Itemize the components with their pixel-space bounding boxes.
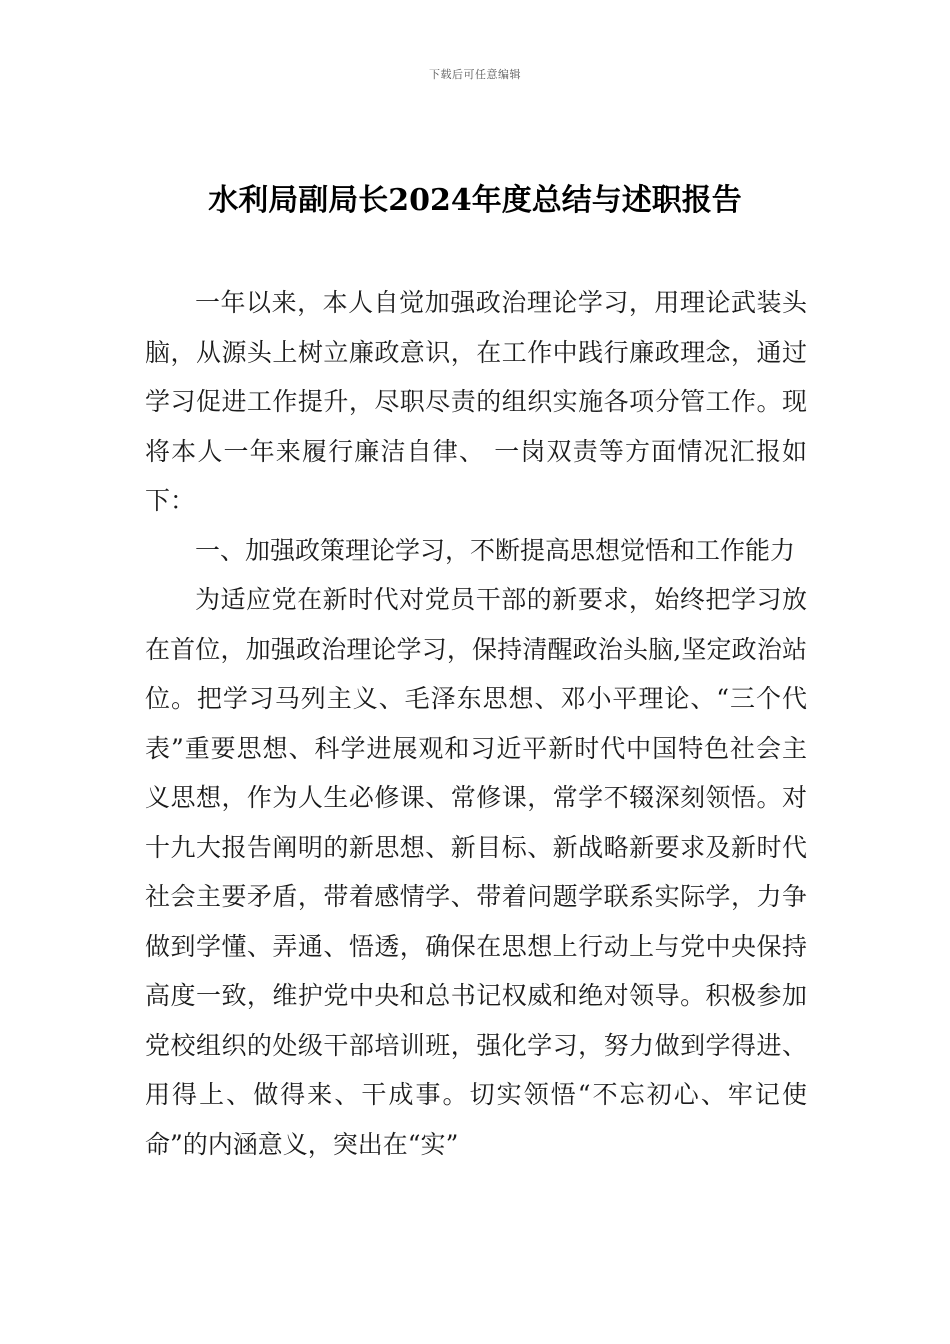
- document-title: 水利局副局长2024年度总结与述职报告: [208, 183, 742, 218]
- paragraph-section-1: 为适应党在新时代对党员干部的新要求，始终把学习放在首位，加强政治理论学习，保持清醒政治头脑,坚定政治站位。把学习马列主义、毛泽东思想、邓小平理论、“三个代表”重要思想、科学进展观和习近平新时代中国特色社会主义思想，作为人生必修课、常修课，常学不辍深刻领悟。对十九大报告阐明的新思想、新目标、新战略新要求及新时代社会主要矛盾，带着感情学、带着问题学联系实际学，力争做到学懂、弄通、悟透，确保在思想上行动上与党中央保持高度一致，维护党中央和总书记权威和绝对领导。积极参加党校组织的处级干部培训班，强化学习，努力做到学得进、用得上、做得来、干成事。切实领悟“不忘初心、牢记使命”的内涵意义，突出在“实”: [145, 585, 807, 1159]
- paragraph-intro: 一年以来，本人自觉加强政治理论学习，用理论武装头脑，从源头上树立廉政意识，在工作中践行廉政理念，通过学习促进工作提升，尽职尽责的组织实施各项分管工作。现将本人一年来履行廉洁自律、 一岗双责等方面情况汇报如下：: [145, 288, 807, 515]
- page-header-note: 下载后可任意编辑: [429, 68, 521, 81]
- document-body: [145, 278, 807, 1169]
- section-heading-1: 一、加强政策理论学习，不断提高思想觉悟和工作能力: [195, 535, 796, 565]
